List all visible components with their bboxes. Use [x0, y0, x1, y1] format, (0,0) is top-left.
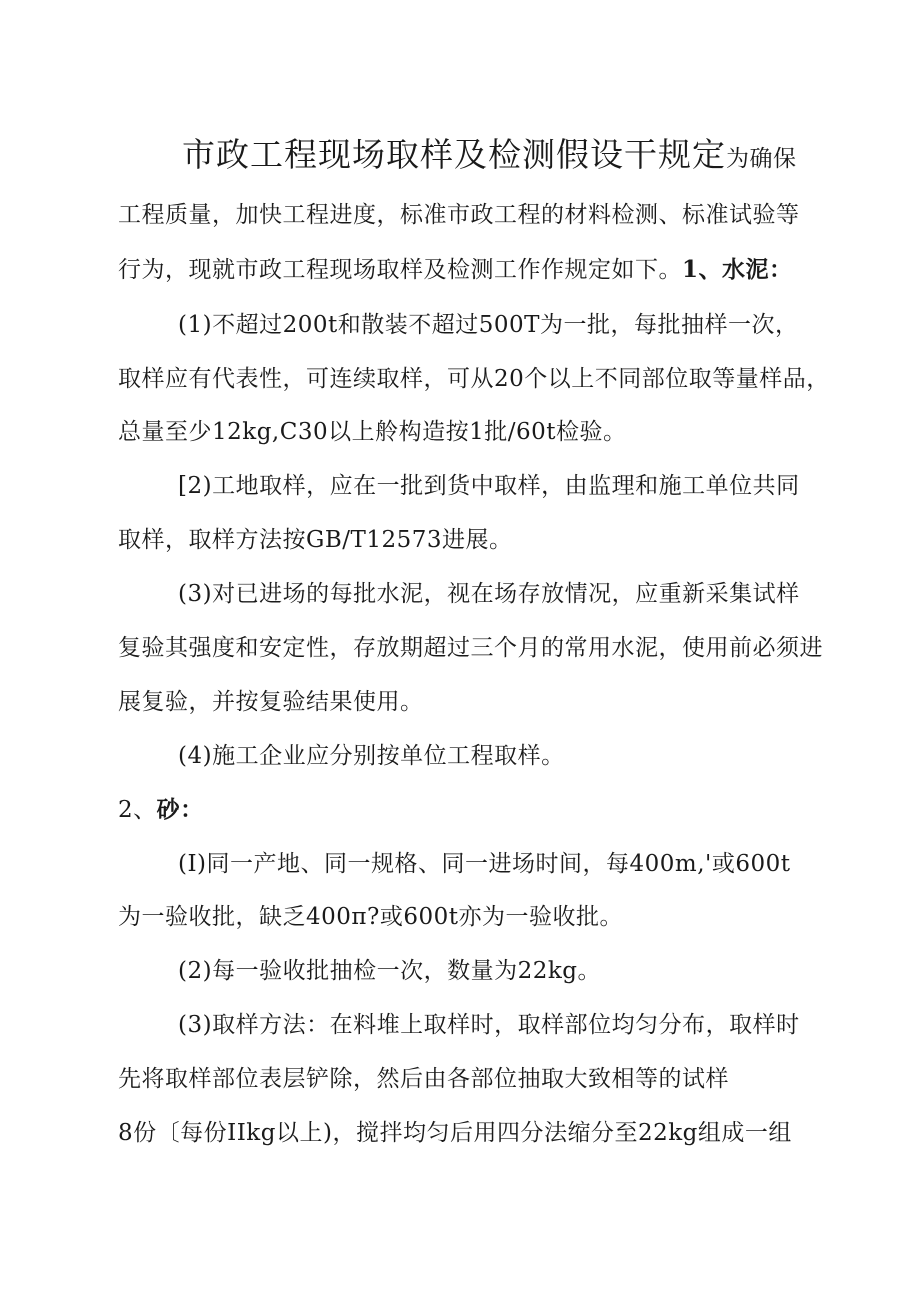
s1-p3-line-2: 复验其强度和安定性，存放期超过三个月的常用水泥，使用前必须进: [118, 635, 823, 661]
s1-p2-line-2: 取样，取样方法按GB/T12573进展。: [118, 527, 513, 553]
intro-line-2: [118, 255, 793, 285]
section-2-heading-text: 砂：: [156, 796, 204, 823]
s2-p2-line-1: (2)每一验收批抽检一次，数量为22kg。: [178, 958, 602, 984]
intro-line-1: 工程质量，加快工程进度，标准市政工程的材料检测、标准试验等: [118, 202, 800, 228]
title-line: [182, 133, 797, 183]
s1-p1-line-2: 取样应有代表性，可连续取样，可从20个以上不同部位取等量样品，: [118, 366, 830, 392]
section-2-heading: [118, 795, 204, 825]
intro-line-2-text: 行为，现就市政工程现场取样及检测工作作规定如下。: [118, 257, 682, 283]
s2-p3-line-2: 先将取样部位表层铲除，然后由各部位抽取大致相等的试样: [118, 1066, 729, 1092]
s2-p3-line-1: (3)取样方法：在料堆上取样时，取样部位均匀分布，取样时: [178, 1012, 800, 1038]
title-tail-text: 为确保: [726, 146, 797, 172]
s1-p1-line-1: (1)不超过200t和散装不超过500T为一批，每批抽样一次，: [178, 312, 799, 338]
s2-p1-line-1: (I)同一产地、同一规格、同一进场时间，每400m,'或600t: [178, 851, 791, 877]
s2-p3-line-3: 8份〔每份IIkg以上)，搅拌均匀后用四分法缩分至22kg组成一组: [118, 1120, 792, 1146]
s1-p3-line-3: 展复验，并按复验结果使用。: [118, 689, 424, 715]
s1-p4-line-1: (4)施工企业应分别按单位工程取样。: [178, 743, 565, 769]
s1-p2-line-1: [2)工地取样，应在一批到货中取样，由监理和施工单位共同: [178, 473, 800, 499]
s1-p1-line-3: 总量至少12kg,C30以上舲构造按1批/60t检验。: [118, 419, 627, 445]
s1-p3-line-1: (3)对已进场的每批水泥，视在场存放情况，应重新采集试样: [178, 581, 800, 607]
document-title: 市政工程现场取样及检测假设干规定: [182, 135, 726, 174]
s2-p1-line-2: 为一验收批，缺乏400π?或600t亦为一验收批。: [118, 904, 623, 930]
section-1-heading: 1、水泥：: [682, 256, 793, 283]
section-2-heading-number: 2、: [118, 797, 157, 823]
